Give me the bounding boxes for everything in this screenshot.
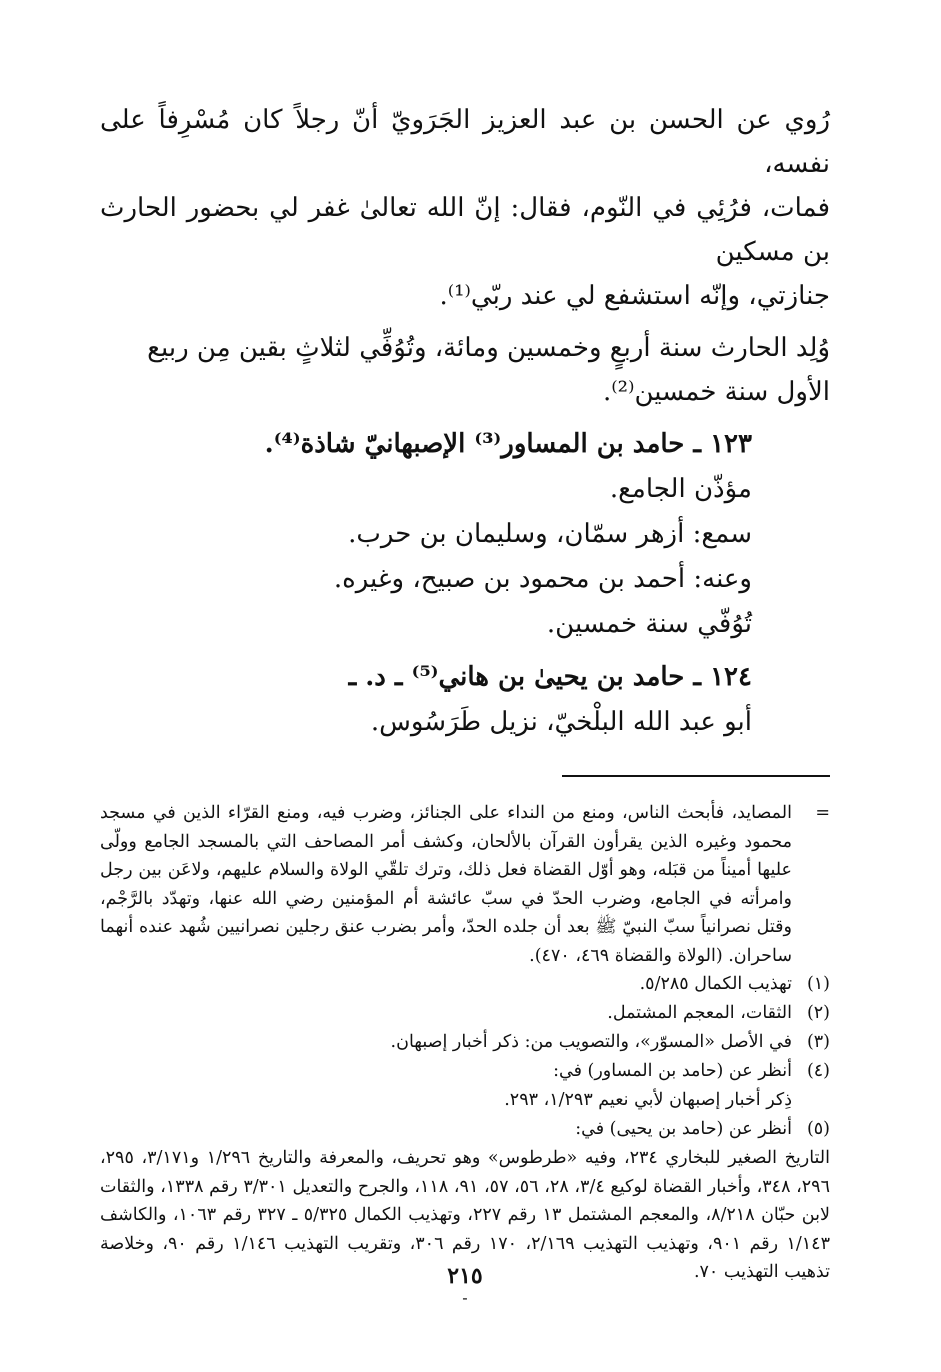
entry-line: مؤذّن الجامع. (609, 474, 752, 504)
book-page (100, 98, 830, 1358)
footnote-divider (562, 775, 830, 777)
entry-124 (100, 655, 752, 745)
paragraph-line: فمات، فرُئِي في النّوم، فقال: إنّ الله تعالىٰ غفر لي بحضور الحارث بن مسكين (100, 193, 830, 267)
footnote-text: تهذيب الكمال ٥/٢٨٥. (639, 974, 792, 994)
main-text (100, 98, 830, 414)
footnote-text: الثقات، المعجم المشتمل. (607, 1003, 792, 1023)
page-number: ٢١٥ (447, 1263, 483, 1289)
footnote-2 (100, 999, 830, 1028)
paragraph-line: رُوي عن الحسن بن عبد العزيز الجَرَويّ أنّ رجلاً كان مُسْرِفاً على نفسه، (100, 105, 830, 179)
entry-line: تُوُفّي سنة خمسين. (546, 609, 752, 639)
footnote-continuation (100, 799, 830, 970)
paragraph-line: جنازتي، وإنّه استشفع لي عند ربّي⁽¹⁾. (439, 281, 830, 311)
paragraph-line: الأول سنة خمسين⁽²⁾. (602, 377, 830, 407)
paragraph-line: وُلِد الحارث سنة أربعٍ وخمسين ومائة، وتُوُفِّي لثلاثٍ بقين مِن ربيع (147, 333, 830, 363)
footnote-number: (٣) (806, 1032, 830, 1052)
footnote-number: (٤) (806, 1061, 830, 1081)
footnote-text: أنظر عن (حامد بن المساور) في: (553, 1061, 792, 1081)
footnote-text: أنظر عن (حامد بن يحيى) في: (575, 1119, 792, 1139)
footnote-1 (100, 970, 830, 999)
entry-title: ١٢٤ ـ حامد بن يحيىٰ بن هاني⁽⁵⁾ ـ د. ـ (348, 662, 752, 692)
footnote-5 (100, 1115, 830, 1144)
entry-line: أبو عبد الله البلْخيّ، نزيل طَرَسُوس. (370, 707, 752, 737)
footnotes (100, 799, 830, 1287)
continuation-mark: = (815, 803, 830, 823)
entry-title: ١٢٣ ـ حامد بن المساور⁽³⁾ الإصبهانيّ شاذة⁽⁴⁾. (264, 429, 752, 459)
page-dash: - (462, 1288, 468, 1307)
footnote-4-source: ذِكر أخبار إصبهان لأبي نعيم ١/٢٩٣، ٢٩٣. (504, 1090, 792, 1110)
entry-123 (100, 422, 752, 647)
entry-line: سمع: أزهر سمّان، وسليمان بن حرب. (348, 519, 752, 549)
footnote-number: (٢) (806, 1003, 830, 1023)
footnote-text: في الأصل «المسوّر»، والتصويب من: ذكر أخبار إصبهان. (390, 1032, 792, 1052)
footnote-5-sources: التاريخ الصغير للبخاري ٢٣٤، وفيه «طرطوس» وهو تحريف، والمعرفة والتاريخ ١/٢٩٦ و٣/١٧١، ٢٩٥، ٢٩٦، ٣٤٨، وأخبار القضاة لوكيع ٣/٤، ٢٨، ٥٦، ٥٧، ٩١، ١١٨، والجرح والتعديل ٣/٣٠١ رقم ١٣٣٨، والثقات لابن حبّان ٨/٢١٨، والمعجم المشتمل ١٣ رقم ٢٢٧، وتهذيب الكمال ٥/٣٢٥ ـ ٣٢٧ رقم ١٠٦٣، والكاشف ١/١٤٣ رقم ٩٠١، وتهذيب التهذيب ٢/١٦٩، ١٧٠ رقم ٣٠٦، وتقريب التهذيب ١/١٤٦ رقم ٩٠، وخلاصة تذهيب التهذيب ٧٠. (100, 1148, 831, 1282)
continuation-text: المصايد، فأبحث الناس، ومنع من النداء على الجنائز، وضرب فيه، ومنع القرّاء الذين في مسجد محمود وغيره الذين يقرأون القرآن بالألحان، وكشف أمر المصاحف التي بالمسجد الجامع وولّى عليها أميناً من قبَله، وهو أوّل القضاة فعل ذلك، وترك تلقّي الولاة والسلام عليهم، ولاعَن بين رجل وامرأته في الجامع، وضرب الحدّ في سبّ عائشة أم المؤمنين رضي الله عنها، وتهدّد بالرَّجْم، وقتل نصرانياً سبّ النبيّ ﷺ بعد أن جلده الحدّ، وأمر بضرب عنق رجلين نصرانيين شُهد عنده أنهما ساحران. (الولاة والقضاة ٤٦٩، ٤٧٠). (100, 803, 792, 966)
footnote-number: (٥) (806, 1119, 830, 1139)
footnote-number: (١) (806, 974, 830, 994)
entry-line: وعنه: أحمد بن محمود بن صبيح، وغيره. (333, 564, 752, 594)
footnote-3 (100, 1028, 830, 1057)
footnote-4 (100, 1057, 830, 1086)
